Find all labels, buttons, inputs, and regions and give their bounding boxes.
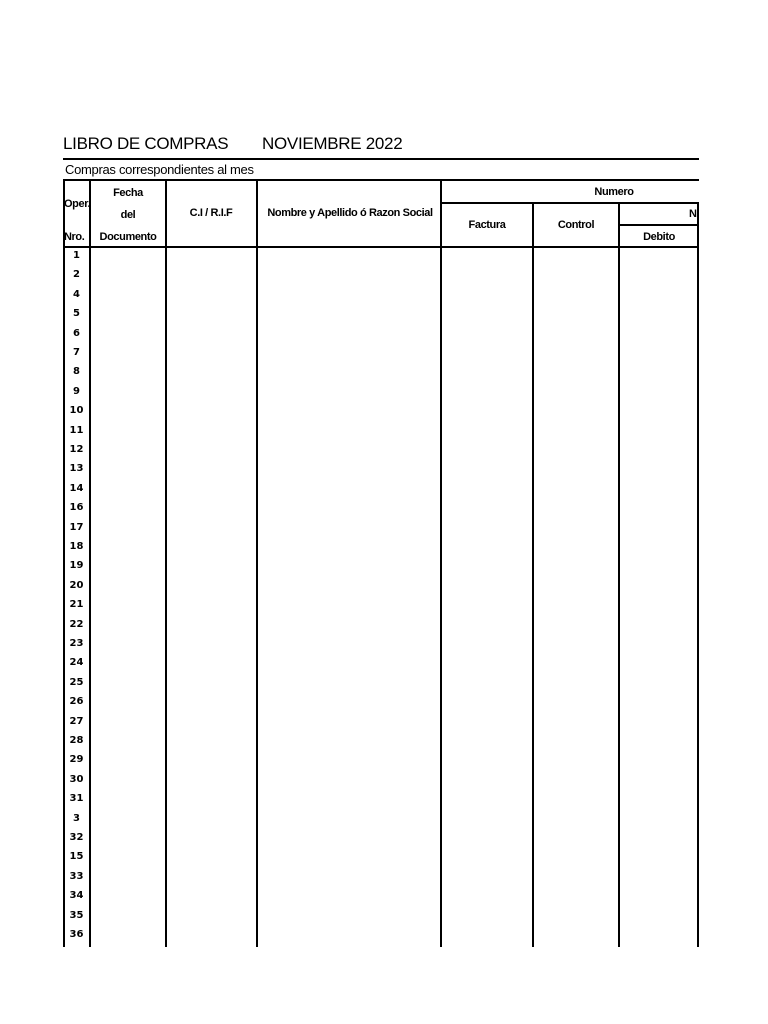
col-divider-debito — [697, 202, 699, 947]
row-number: 17 — [69, 521, 84, 533]
row-number: 2 — [73, 269, 80, 281]
row-number: 21 — [69, 599, 84, 611]
row-number: 14 — [69, 482, 84, 494]
row-number: 31 — [69, 793, 84, 805]
row-number: 12 — [69, 444, 84, 455]
row-number: 25 — [69, 676, 84, 688]
row-number: 3 — [73, 812, 80, 824]
header-nombre: Nombre y Apellido ó Razon Social — [267, 207, 433, 219]
row-number: 33 — [69, 870, 84, 882]
row-number: 1 — [73, 250, 80, 261]
row-number: 18 — [69, 541, 84, 552]
row-number: 36 — [69, 929, 84, 940]
header-debito: Debito — [643, 231, 675, 243]
row-number: 20 — [69, 579, 84, 591]
header-control: Control — [557, 219, 595, 231]
row-number: 15 — [69, 851, 84, 863]
row-number: 11 — [69, 424, 84, 436]
row-number: 35 — [69, 909, 84, 921]
top-border — [63, 158, 699, 160]
row-number: 28 — [69, 735, 84, 746]
header-numero: Numero — [594, 186, 634, 198]
col-divider-factura — [532, 202, 534, 947]
row-number: 9 — [73, 385, 80, 397]
row-number: 13 — [69, 463, 84, 475]
nota-underline — [619, 224, 699, 226]
col-divider-fecha — [165, 179, 167, 947]
ledger-sheet — [63, 158, 699, 947]
col-divider-rif — [256, 179, 258, 947]
header-del: del — [120, 209, 136, 221]
subtitle-border — [63, 179, 699, 181]
row-number: 10 — [69, 405, 84, 417]
header-documento: Documento — [99, 231, 157, 243]
period-title: NOVIEMBRE 2022 — [262, 134, 403, 153]
col-divider-control — [618, 202, 620, 947]
row-number: 29 — [69, 754, 84, 766]
header-fecha: Fecha — [113, 187, 143, 199]
row-number: 4 — [73, 288, 80, 300]
row-number: 5 — [73, 308, 80, 320]
header-bottom-border — [63, 246, 699, 248]
row-number: 7 — [73, 347, 80, 358]
header-rif: C.I / R.I.F — [189, 207, 233, 219]
row-number: 16 — [69, 502, 84, 514]
row-number: 30 — [69, 773, 84, 785]
row-number: 24 — [69, 657, 84, 669]
row-number: 19 — [69, 560, 84, 572]
row-number: 32 — [69, 832, 84, 843]
row-number: 22 — [69, 618, 84, 630]
row-number: 8 — [73, 366, 80, 378]
numero-underline — [440, 202, 699, 204]
row-number: 27 — [69, 715, 84, 727]
row-number: 6 — [73, 327, 80, 339]
header-nota-partial: N — [689, 208, 697, 220]
header-nro: Nro. — [64, 231, 85, 243]
subtitle: Compras correspondientes al mes — [65, 162, 254, 177]
row-number: 26 — [69, 696, 84, 708]
header-factura: Factura — [468, 219, 506, 231]
row-number: 34 — [69, 890, 84, 902]
col-divider-nombre — [440, 179, 442, 947]
book-title: LIBRO DE COMPRAS — [63, 134, 229, 153]
row-number: 23 — [69, 638, 84, 649]
header-oper: Oper. — [64, 198, 91, 210]
